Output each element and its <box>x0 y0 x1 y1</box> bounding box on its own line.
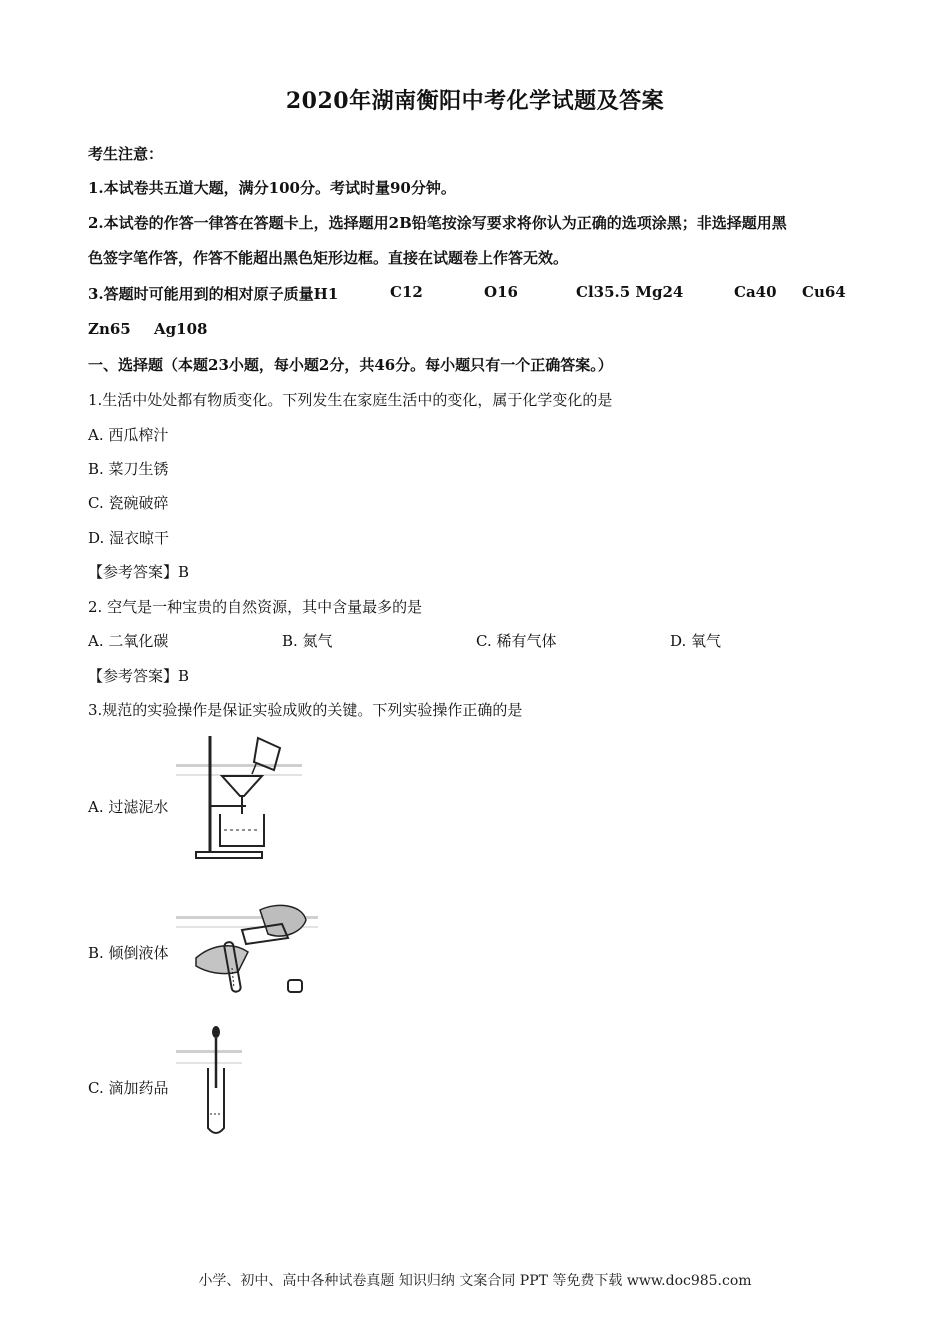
atomic-mass-cl-mg: Cl35.5 Mg24 <box>576 283 684 301</box>
atomic-mass-ca: Ca40 <box>734 283 777 301</box>
q2-answer: 【参考答案】B <box>88 667 190 685</box>
q2-option-a: A. 二氧化碳 <box>88 632 169 650</box>
q3-stem: 3.规范的实验操作是保证实验成败的关键。下列实验操作正确的是 <box>88 701 523 719</box>
notice-item-2-line-2: 色签字笔作答，作答不能超出黑色矩形边框。直接在试题卷上作答无效。 <box>88 249 569 267</box>
q2-option-d: D. 氧气 <box>670 632 722 650</box>
q1-option-b: B. 菜刀生锈 <box>88 460 169 478</box>
document-title: 2020年湖南衡阳中考化学试题及答案 <box>285 88 665 114</box>
q3-option-b: B. 倾倒液体 <box>88 944 169 962</box>
q1-option-c: C. 瓷碗破碎 <box>88 494 169 512</box>
atomic-mass-c: C12 <box>390 283 423 301</box>
q2-stem: 2. 空气是一种宝贵的自然资源，其中含量最多的是 <box>88 598 423 616</box>
notice-item-2-line-1: 2.本试卷的作答一律答在答题卡上，选择题用2B铅笔按涂写要求将你认为正确的选项涂黑；非选择题用黑 <box>88 214 787 232</box>
dropper-test-tube-illustration <box>176 1024 248 1142</box>
q1-option-d: D. 湿衣晾干 <box>88 529 170 547</box>
notice-item-3 <box>88 283 846 304</box>
notice-item-1: 1.本试卷共五道大题，满分100分。考试时量90分钟。 <box>88 179 456 197</box>
notice-item-3-prefix: 3.答题时可能用到的相对原子质量H1 <box>88 285 339 303</box>
atomic-mass-zn: Zn65 <box>88 320 131 338</box>
page-footer: 小学、初中、高中各种试卷真题 知识归纳 文案合同 PPT 等免费下载 www.doc985.com <box>198 1273 752 1289</box>
atomic-mass-cu: Cu64 <box>802 283 846 301</box>
q3-option-a: A. 过滤泥水 <box>88 798 169 816</box>
atomic-mass-ag: Ag108 <box>154 320 208 338</box>
q1-stem: 1.生活中处处都有物质变化。下列发生在家庭生活中的变化，属于化学变化的是 <box>88 391 613 409</box>
section-1-heading: 一、选择题（本题23小题，每小题2分，共46分。每小题只有一个正确答案。） <box>88 356 613 374</box>
notice-heading: 考生注意： <box>88 145 164 163</box>
pouring-liquid-illustration <box>176 902 320 1000</box>
q1-option-a: A. 西瓜榨汁 <box>88 426 169 444</box>
q2-option-c: C. 稀有气体 <box>476 632 557 650</box>
q1-answer: 【参考答案】B <box>88 563 190 581</box>
filtration-apparatus-illustration <box>176 734 306 862</box>
q2-option-b: B. 氮气 <box>282 632 333 650</box>
notice-item-3-cont <box>88 320 208 338</box>
q3-option-c: C. 滴加药品 <box>88 1079 169 1097</box>
atomic-mass-o: O16 <box>484 283 518 301</box>
